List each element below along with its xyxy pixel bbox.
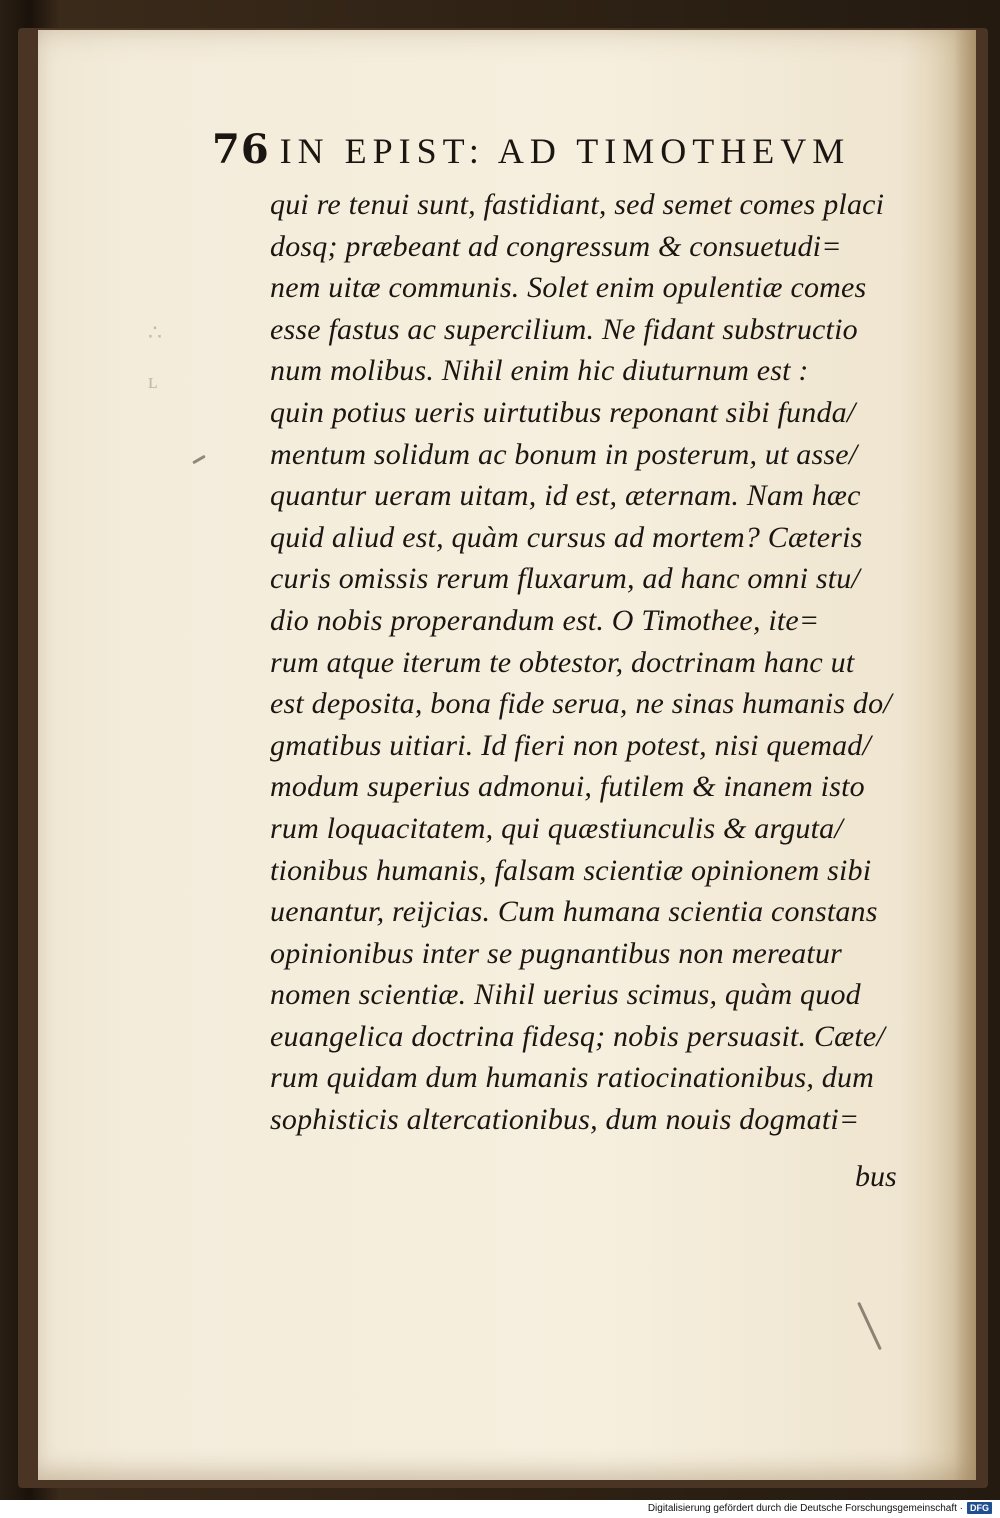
text-line: esse fastus ac supercilium. Ne fidant substructio	[270, 312, 858, 346]
text-line: tionibus humanis, falsam scientiæ opinionem sibi	[270, 853, 872, 887]
text-line: nomen scientiæ. Nihil uerius scimus, quàm quod	[270, 978, 861, 1012]
text-line: quid aliud est, quàm cursus ad mortem? Cæteris	[270, 520, 863, 554]
show-through-mark: ∴	[148, 320, 162, 345]
page-number: 76	[212, 126, 270, 173]
credit-text: Digitalisierung gefördert durch die Deutsche Forschungsgemeinschaft ·	[647, 1502, 963, 1514]
text-line: rum quidam dum humanis ratiocinationibus, dum	[270, 1061, 875, 1095]
text-line: sophisticis altercationibus, dum nouis dogmati=	[270, 1103, 860, 1137]
text-line: num molibus. Nihil enim hic diuturnum est :	[270, 354, 809, 388]
text-line: dosq; præbeant ad congressum & consuetudi=	[270, 229, 842, 263]
text-line: gmatibus uitiari. Id fieri non potest, nisi quemad/	[270, 728, 872, 762]
text-line: mentum solidum ac bonum in posterum, ut asse/	[270, 437, 858, 471]
dfg-logo: DFG	[967, 1502, 992, 1514]
text-line: est deposita, bona fide serua, ne sinas humanis do/	[270, 687, 892, 721]
text-line: opinionibus inter se pugnantibus non mereatur	[270, 936, 843, 970]
text-line: nem uitæ communis. Solet enim opulentiæ comes	[270, 271, 867, 305]
show-through-mark: ʟ	[148, 368, 158, 393]
text-line: quin potius ueris uirtutibus reponant sibi funda/	[270, 395, 856, 429]
text-line: rum loquacitatem, qui quæstiunculis & arguta/	[270, 811, 843, 845]
catchword: bus	[855, 1160, 897, 1193]
running-head	[212, 126, 922, 176]
text-line: qui re tenui sunt, fastidiant, sed semet comes placi	[270, 188, 885, 221]
page-gutter-shadow	[954, 30, 976, 1480]
text-line: modum superius admonui, futilem & inanem isto	[270, 770, 865, 804]
running-head-title: IN EPIST: AD TIMOTHEVM	[279, 131, 851, 171]
text-line: uenantur, reijcias. Cum humana scientia constans	[270, 895, 878, 929]
digitization-credit	[648, 1502, 992, 1514]
text-line: curis omissis rerum fluxarum, ad hanc omni stu/	[270, 562, 860, 596]
body-text	[270, 184, 910, 1141]
text-line: dio nobis properandum est. O Timothee, ite=	[270, 603, 820, 637]
text-line: rum atque iterum te obtestor, doctrinam hanc ut	[270, 645, 855, 679]
text-line: quantur ueram uitam, id est, æternam. Nam hæc	[270, 479, 861, 513]
text-line: euangelica doctrina fidesq; nobis persuasit. Cæte/	[270, 1019, 885, 1053]
